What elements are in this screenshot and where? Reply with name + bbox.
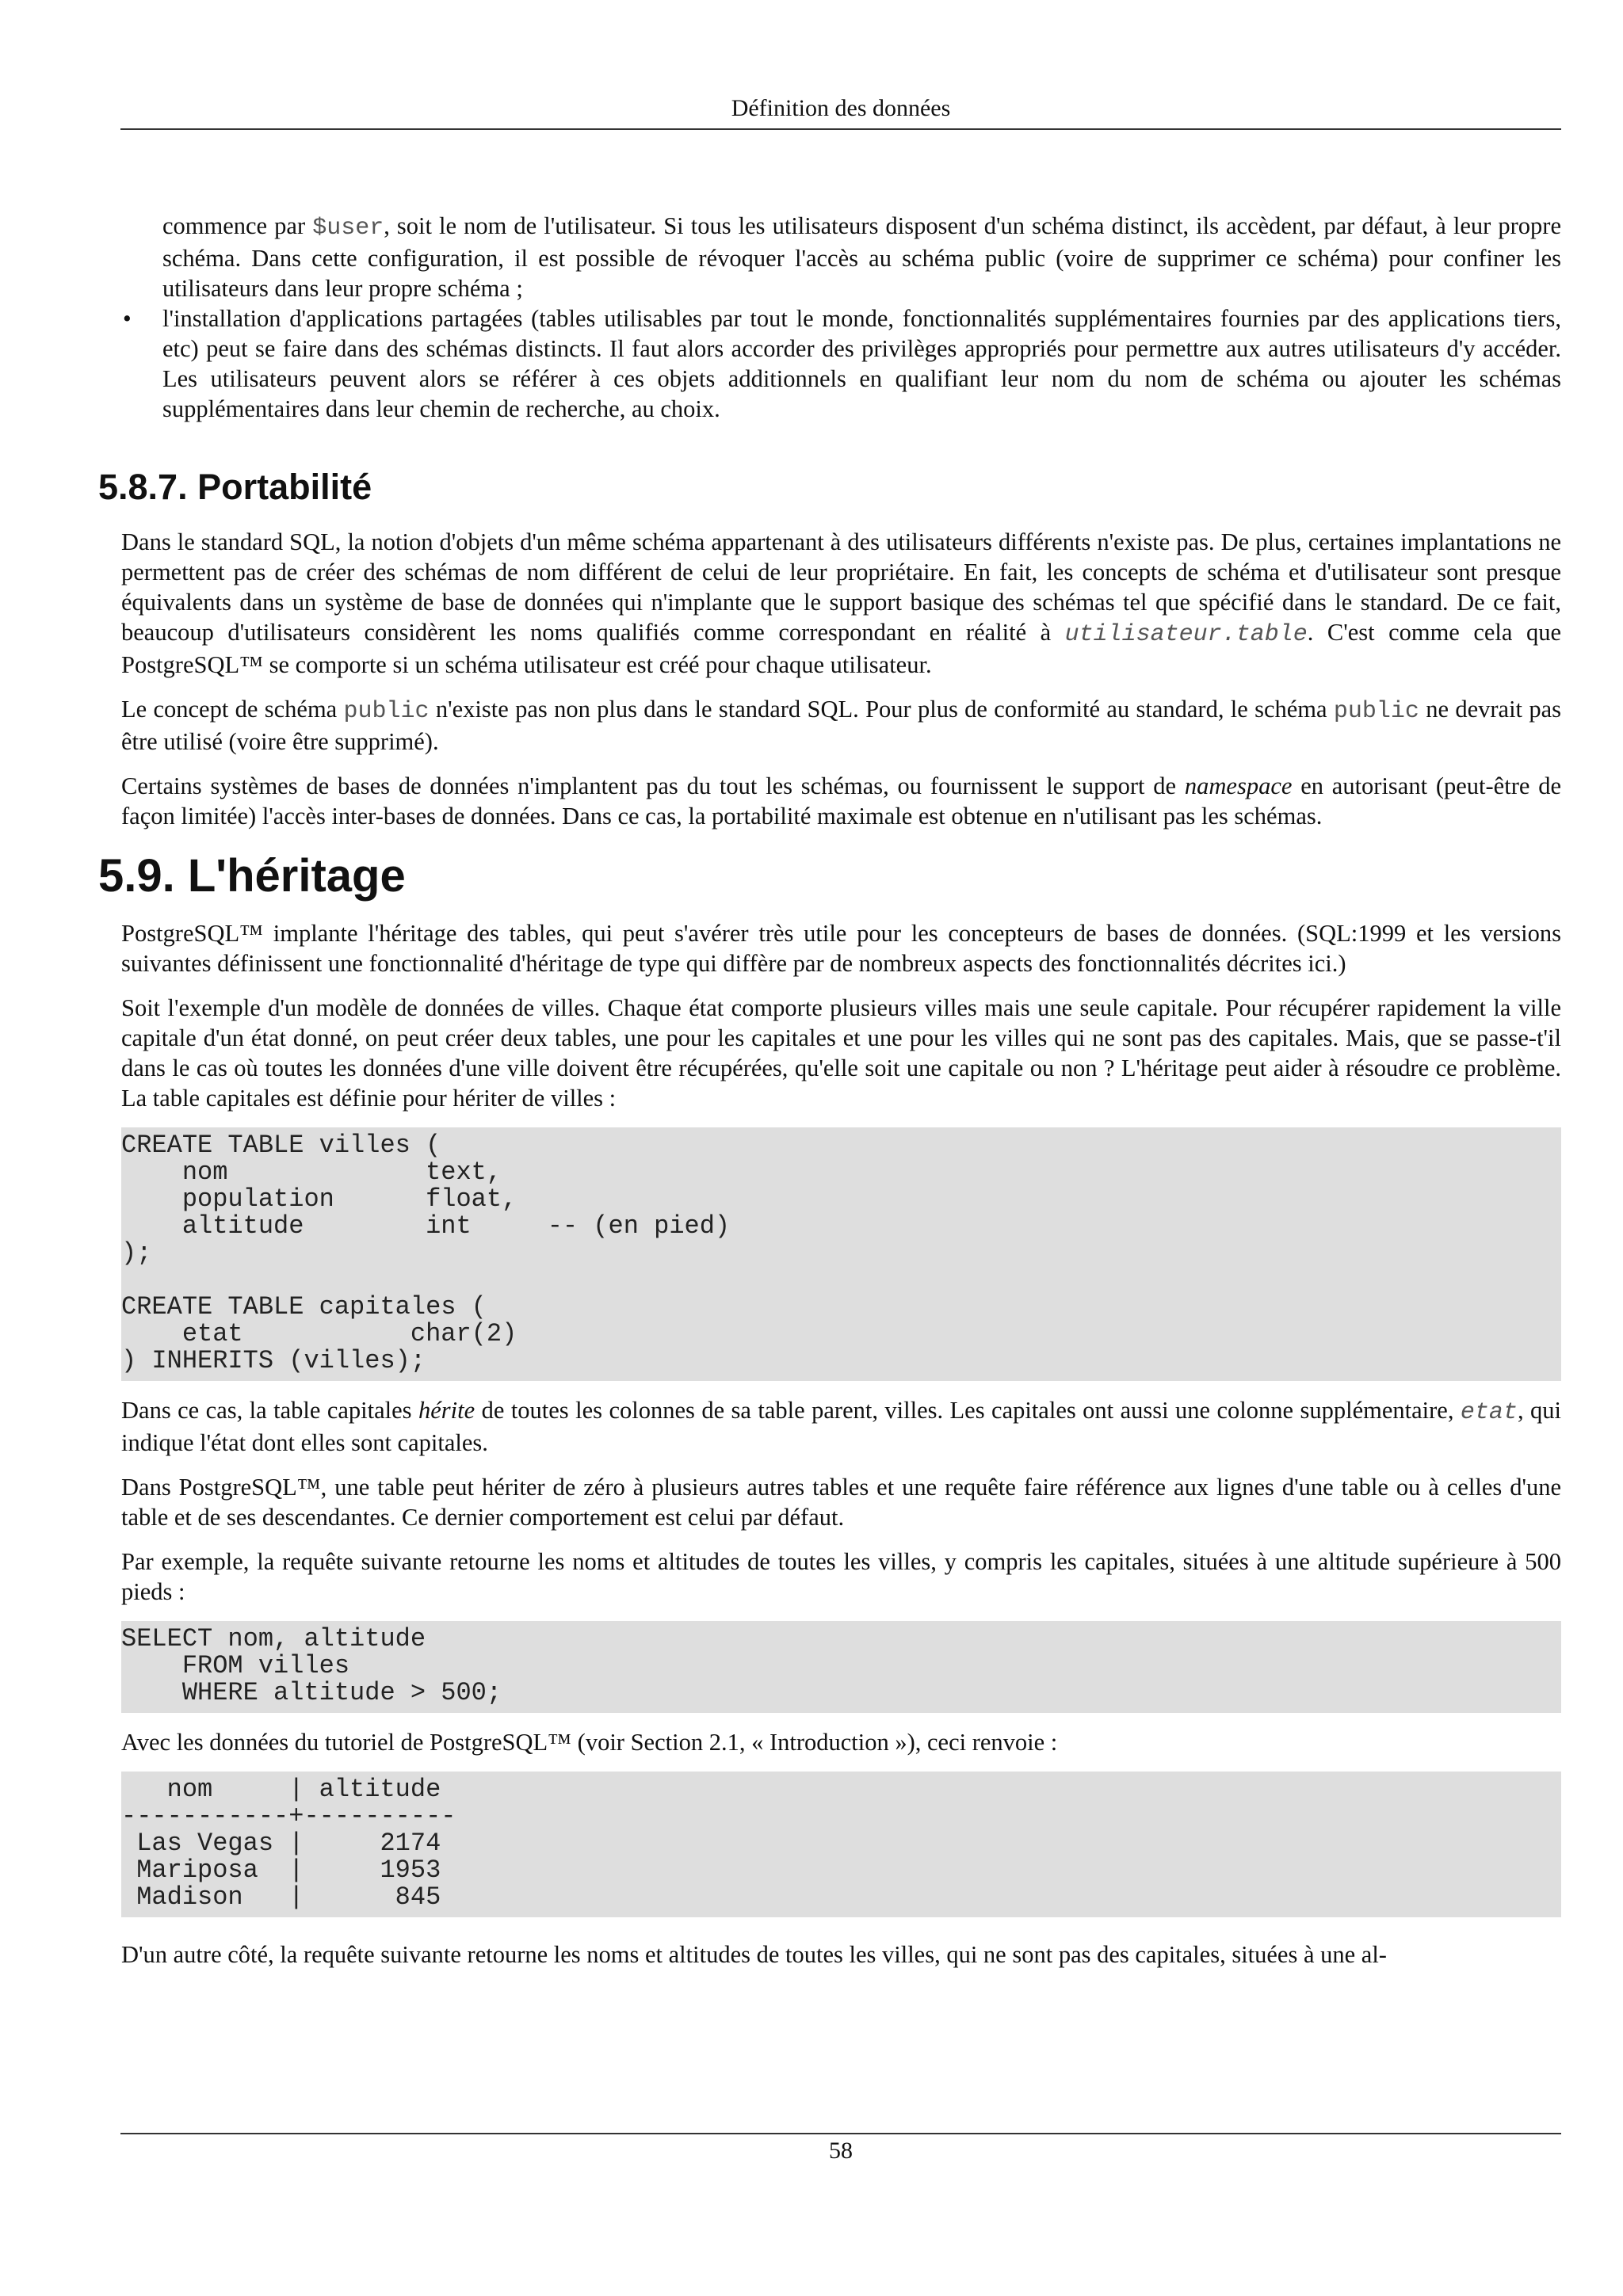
emphasis-herite: hérite xyxy=(418,1397,475,1424)
header-rule xyxy=(120,128,1561,130)
inheritance-paragraph-4: Dans PostgreSQL™, une table peut hériter de zéro à plusieurs autres tables et une requête faire référence aux lignes d'une table ou à celles d'une table et de ses descendantes. Ce dernier comportement est celui par défaut. xyxy=(121,1474,1561,1531)
bullet-list xyxy=(0,303,1623,424)
portability-p3-text-b: en autorisant (peut-être de façon limitée) l'accès inter-bases de données. Dans ce cas, la portabilité maximale est obtenue en n'utilisant pas les schémas. xyxy=(121,772,1561,830)
code-block-result-table: nom | altitude -----------+---------- Las Vegas | 2174 Mariposa | 1953 Madison | 845 xyxy=(121,1772,1561,1917)
code-block-create-tables: CREATE TABLE villes ( nom text, population float, altitude int -- (en pied) ); CREATE TABLE capitales ( etat char(2) ) INHERITS (villes); xyxy=(121,1127,1561,1381)
inheritance-p3-text-c: , qui indique l'état dont elles sont capitales. xyxy=(121,1397,1561,1456)
portability-paragraph-1 xyxy=(121,527,1561,680)
section-heading-portability: 5.8.7. Portabilité xyxy=(98,467,372,507)
footer-rule xyxy=(120,2133,1561,2134)
section-heading-inheritance: 5.9. L'héritage xyxy=(98,850,406,902)
code-block-select: SELECT nom, altitude FROM villes WHERE altitude > 500; xyxy=(121,1621,1561,1713)
page-content xyxy=(0,211,1623,1970)
intro-text-a: commence par xyxy=(162,212,313,239)
inheritance-paragraph-2: Soit l'exemple d'un modèle de données de villes. Chaque état comporte plusieurs villes mais une seule capitale. Pour récupérer rapidement la ville capitale d'un état donné, on peut créer deux tables, une pour les capitales et une pour les villes qui ne sont pas des capitales. Mais, que se passe-t'il dans le cas où toutes les données d'une ville doivent être récupérées, qu'elle soit une capitale ou non ? L'héritage peut aider à résoudre ce problème. La table capitales est définie pour hériter de villes : xyxy=(121,994,1561,1112)
inline-code-user: $user xyxy=(312,215,384,242)
page-header-title: Définition des données xyxy=(731,95,951,121)
inline-code-utilisateur-table: utilisateur.table xyxy=(1064,621,1308,648)
intro-paragraph xyxy=(162,211,1561,303)
inheritance-paragraph-3 xyxy=(121,1395,1561,1458)
portability-p2-text-b: n'existe pas non plus dans le standard SQL. Pour plus de conformité au standard, le schéma xyxy=(429,696,1334,723)
inline-code-etat: etat xyxy=(1460,1399,1518,1426)
portability-p3-text-a: Certains systèmes de bases de données n'implantent pas du tout les schémas, ou fournissent le support de xyxy=(121,772,1185,799)
portability-p1-text-b: . C'est comme cela que PostgreSQL™ se comporte si un schéma utilisateur est créé pour chaque utilisateur. xyxy=(121,619,1561,678)
inheritance-paragraph-1: PostgreSQL™ implante l'héritage des tables, qui peut s'avérer très utile pour les concepteurs de bases de données. (SQL:1999 et les versions suivantes définissent une fonctionnalité d'héritage de type qui diffère par de nombreux aspects des fonctionnalités décrites ici.) xyxy=(121,920,1561,977)
portability-paragraph-3 xyxy=(121,771,1561,831)
inheritance-paragraph-5: Par exemple, la requête suivante retourne les noms et altitudes de toutes les villes, y compris les capitales, situées à une altitude supérieure à 500 pieds : xyxy=(121,1548,1561,1605)
inheritance-paragraph-7: D'un autre côté, la requête suivante retourne les noms et altitudes de toutes les villes, qui ne sont pas des capitales, situées à une al- xyxy=(121,1941,1387,1968)
page-number: 58 xyxy=(829,2138,853,2164)
inline-code-public: public xyxy=(343,698,430,725)
list-item xyxy=(123,303,1561,424)
intro-text-b: , soit le nom de l'utilisateur. Si tous les utilisateurs disposent d'un schéma distinct, ils accèdent, par défaut, à leur propre schéma. Dans cette configuration, il est possible de révoquer l'accès au schéma public (voire de supprimer ce schéma) pour confiner les utilisateurs dans leur propre schéma ; xyxy=(162,212,1561,302)
portability-p2-text-a: Le concept de schéma xyxy=(121,696,344,723)
inheritance-p3-text-a: Dans ce cas, la table capitales xyxy=(121,1397,418,1424)
portability-p1-text-a: Dans le standard SQL, la notion d'objets d'un même schéma appartenant à des utilisateurs différents n'existe pas. De plus, certaines implantations ne permettent pas de créer des schémas de nom différent de celui de leur propriétaire. En fait, les concepts de schéma et d'utilisateur sont presque équivalents dans un système de base de données qui n'implante que le support basique des schémas tel que spécifié dans le standard. De ce fait, beaucoup d'utilisateurs considèrent les noms qualifiés comme correspondant en réalité à xyxy=(121,528,1561,646)
portability-p2-text-c: ne devrait pas être utilisé (voire être supprimé). xyxy=(121,696,1562,755)
bullet-text: l'installation d'applications partagées (tables utilisables par tout le monde, fonctionnalités supplémentaires fournies par des applications tiers, etc) peut se faire dans des schémas distincts. Il faut alors accorder des privilèges appropriés pour permettre aux autres utilisateurs d'y accéder. Les utilisateurs peuvent alors se référer à ces objets additionnels en qualifiant leur nom du nom de schéma ou ajouter les schémas supplémentaires dans leur chemin de recherche, au choix. xyxy=(162,305,1561,422)
bullet-marker: • xyxy=(123,305,132,332)
emphasis-namespace: namespace xyxy=(1184,772,1293,799)
inheritance-p3-text-b: de toutes les colonnes de sa table parent, villes. Les capitales ont aussi une colonne supplémentaire, xyxy=(475,1397,1461,1424)
inheritance-paragraph-6: Avec les données du tutoriel de PostgreSQL™ (voir Section 2.1, « Introduction »), ceci renvoie : xyxy=(121,1729,1058,1756)
inline-code-public-2: public xyxy=(1333,698,1419,725)
portability-paragraph-2 xyxy=(121,694,1561,757)
